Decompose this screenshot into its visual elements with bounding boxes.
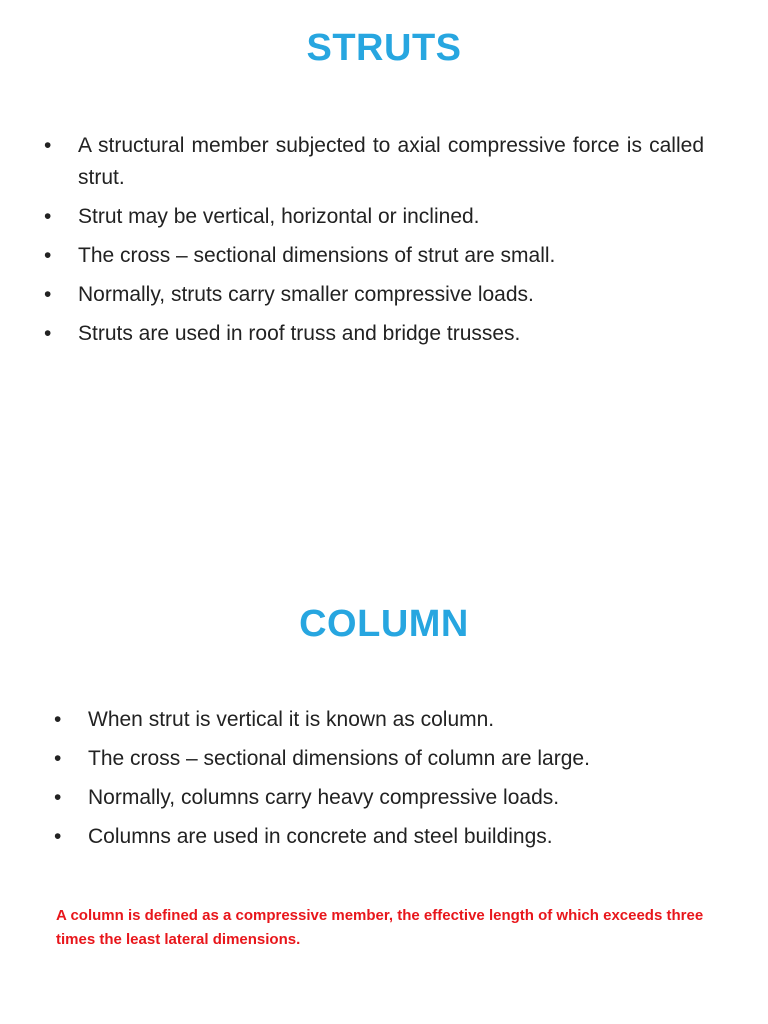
list-item [54, 704, 714, 736]
bullet-text: The cross – sectional dimensions of column are large. [88, 747, 590, 770]
list-item [44, 240, 704, 272]
list-item [54, 743, 714, 775]
bullet-icon: • [54, 747, 62, 770]
bullet-text: The cross – sectional dimensions of strut are small. [78, 244, 556, 267]
list-item [44, 279, 704, 311]
bullet-text: When strut is vertical it is known as column. [88, 708, 495, 731]
bullet-text: Columns are used in concrete and steel buildings. [88, 825, 553, 848]
bullet-icon: • [54, 825, 62, 848]
struts-slide [0, 0, 768, 500]
column-title: COLUMN [299, 603, 469, 645]
bullet-text: Strut may be vertical, horizontal or inclined. [78, 205, 480, 228]
column-slide [0, 580, 768, 880]
bullet-icon: • [54, 708, 62, 731]
bullet-text: Struts are used in roof truss and bridge trusses. [78, 322, 521, 345]
list-item [54, 782, 714, 814]
struts-title: STRUTS [306, 27, 462, 69]
bullet-text: A structural member subjected to axial compressive force is called strut. [78, 134, 704, 189]
bullet-icon: • [44, 205, 52, 228]
bullet-text: Normally, struts carry smaller compressive loads. [78, 283, 534, 306]
bullet-text: Normally, columns carry heavy compressive loads. [88, 786, 560, 809]
bullet-icon: • [44, 283, 52, 306]
bullet-icon: • [44, 322, 52, 345]
list-item [44, 318, 704, 350]
bullet-icon: • [44, 244, 52, 267]
struts-bullet-list [44, 130, 704, 357]
bullet-icon: • [54, 786, 62, 809]
column-definition-note: A column is defined as a compressive member, the effective length of which exceeds three times the least lateral dimensions. [56, 907, 704, 948]
list-item [44, 130, 704, 194]
list-item [54, 821, 714, 853]
column-bullet-list [54, 704, 714, 860]
bullet-icon: • [44, 134, 52, 157]
list-item [44, 201, 704, 233]
